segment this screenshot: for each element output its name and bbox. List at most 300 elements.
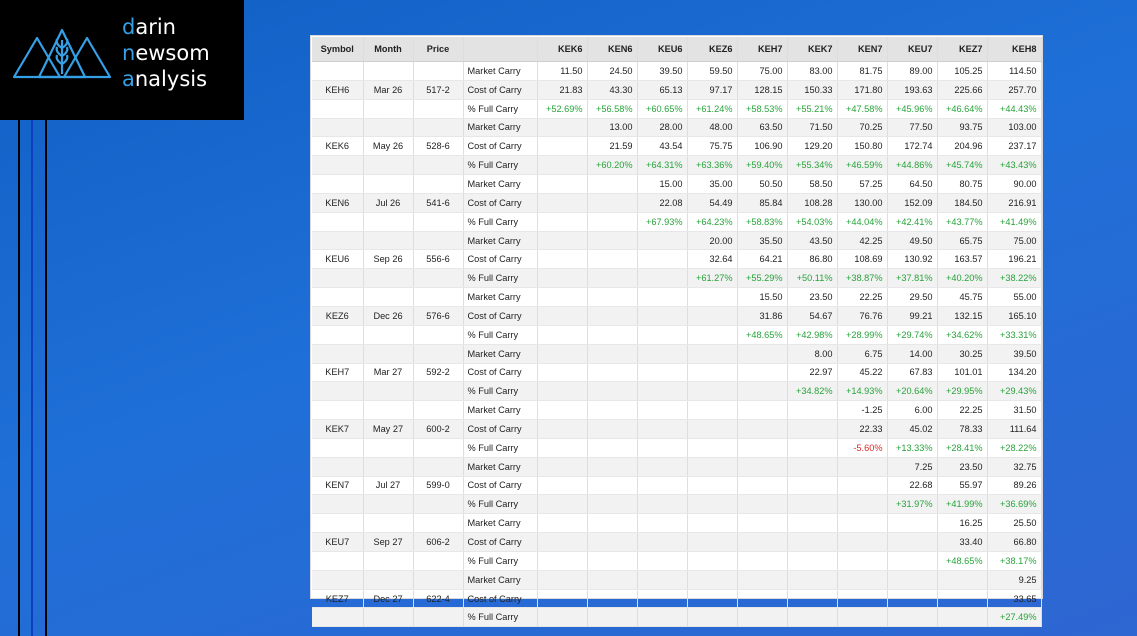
table-row — [312, 212, 1041, 231]
value-cell: 58.50 — [787, 175, 837, 194]
value-cell — [737, 420, 787, 439]
value-cell: 22.25 — [837, 288, 887, 307]
value-cell: 103.00 — [987, 118, 1041, 137]
month-cell: Mar 27 — [363, 363, 413, 382]
value-cell — [537, 193, 587, 212]
value-cell: 39.50 — [637, 62, 687, 81]
value-cell — [887, 570, 937, 589]
value-cell: +36.69% — [987, 495, 1041, 514]
value-cell: 114.50 — [987, 62, 1041, 81]
price-cell — [413, 99, 463, 118]
table-row — [312, 306, 1041, 325]
value-cell: +55.21% — [787, 99, 837, 118]
table-row — [312, 420, 1041, 439]
carry-type-cell: Cost of Carry — [463, 306, 537, 325]
month-cell — [363, 118, 413, 137]
carry-type-cell: Cost of Carry — [463, 533, 537, 552]
value-cell — [537, 476, 587, 495]
price-cell: 517-2 — [413, 80, 463, 99]
value-cell: 97.17 — [687, 80, 737, 99]
value-cell: +45.96% — [887, 99, 937, 118]
value-cell: 89.26 — [987, 476, 1041, 495]
carry-type-cell: % Full Carry — [463, 438, 537, 457]
value-cell: 35.50 — [737, 231, 787, 250]
symbol-cell — [312, 325, 363, 344]
value-cell — [787, 608, 837, 627]
carry-table-panel — [311, 36, 1042, 623]
value-cell: 225.66 — [937, 80, 987, 99]
value-cell — [587, 401, 637, 420]
month-cell — [363, 99, 413, 118]
price-cell — [413, 382, 463, 401]
value-cell: 129.20 — [787, 137, 837, 156]
value-cell: 111.64 — [987, 420, 1041, 439]
header-contract: KEH8 — [987, 37, 1041, 62]
price-cell — [413, 495, 463, 514]
value-cell: 7.25 — [887, 457, 937, 476]
value-cell — [537, 288, 587, 307]
month-cell — [363, 495, 413, 514]
carry-type-cell: Market Carry — [463, 514, 537, 533]
table-row — [312, 118, 1041, 137]
header-contract: KEU6 — [637, 37, 687, 62]
carry-type-cell: % Full Carry — [463, 269, 537, 288]
value-cell: 216.91 — [987, 193, 1041, 212]
value-cell: +55.29% — [737, 269, 787, 288]
table-row — [312, 99, 1041, 118]
month-cell — [363, 156, 413, 175]
carry-type-cell: Market Carry — [463, 62, 537, 81]
value-cell — [537, 118, 587, 137]
value-cell — [587, 476, 637, 495]
value-cell — [787, 401, 837, 420]
header-contract: KEK6 — [537, 37, 587, 62]
value-cell: 105.25 — [937, 62, 987, 81]
value-cell — [937, 570, 987, 589]
symbol-cell: KEU7 — [312, 533, 363, 552]
value-cell: 6.75 — [837, 344, 887, 363]
value-cell: +60.65% — [637, 99, 687, 118]
value-cell — [737, 608, 787, 627]
brand-wordmark: darin newsom analysis — [122, 15, 210, 91]
table-row — [312, 250, 1041, 269]
month-cell: Dec 27 — [363, 589, 413, 608]
value-cell: +64.23% — [687, 212, 737, 231]
value-cell — [637, 306, 687, 325]
value-cell: +44.43% — [987, 99, 1041, 118]
value-cell: +33.31% — [987, 325, 1041, 344]
value-cell — [887, 533, 937, 552]
table-row — [312, 363, 1041, 382]
value-cell: +63.36% — [687, 156, 737, 175]
value-cell — [887, 551, 937, 570]
value-cell — [637, 476, 687, 495]
value-cell: 22.08 — [637, 193, 687, 212]
value-cell — [787, 551, 837, 570]
header-contract: KEN7 — [837, 37, 887, 62]
value-cell: 237.17 — [987, 137, 1041, 156]
carry-type-cell: % Full Carry — [463, 608, 537, 627]
value-cell: -1.25 — [837, 401, 887, 420]
table-row — [312, 175, 1041, 194]
value-cell — [537, 495, 587, 514]
value-cell — [687, 325, 737, 344]
month-cell — [363, 62, 413, 81]
value-cell: +40.20% — [937, 269, 987, 288]
value-cell: +55.34% — [787, 156, 837, 175]
symbol-cell — [312, 288, 363, 307]
price-cell — [413, 514, 463, 533]
header-contract: KEZ7 — [937, 37, 987, 62]
header-price: Price — [413, 37, 463, 62]
value-cell — [637, 344, 687, 363]
value-cell: 132.15 — [937, 306, 987, 325]
price-cell: 606-2 — [413, 533, 463, 552]
value-cell: 204.96 — [937, 137, 987, 156]
value-cell: 152.09 — [887, 193, 937, 212]
value-cell — [587, 420, 637, 439]
month-cell: May 27 — [363, 420, 413, 439]
table-row — [312, 457, 1041, 476]
value-cell: 106.90 — [737, 137, 787, 156]
value-cell — [937, 608, 987, 627]
value-cell — [737, 382, 787, 401]
value-cell: 90.00 — [987, 175, 1041, 194]
value-cell — [537, 401, 587, 420]
value-cell — [537, 212, 587, 231]
carry-type-cell: Market Carry — [463, 288, 537, 307]
value-cell — [537, 231, 587, 250]
header-contract: KEN6 — [587, 37, 637, 62]
value-cell — [587, 175, 637, 194]
value-cell — [537, 269, 587, 288]
value-cell: 130.92 — [887, 250, 937, 269]
table-row — [312, 476, 1041, 495]
header-contract: KEK7 — [787, 37, 837, 62]
value-cell — [537, 137, 587, 156]
value-cell — [837, 570, 887, 589]
value-cell — [687, 514, 737, 533]
value-cell: 150.80 — [837, 137, 887, 156]
carry-type-cell: Market Carry — [463, 231, 537, 250]
value-cell — [637, 363, 687, 382]
decorative-line — [18, 120, 20, 636]
value-cell — [587, 533, 637, 552]
value-cell — [737, 476, 787, 495]
value-cell: +61.27% — [687, 269, 737, 288]
value-cell — [737, 514, 787, 533]
value-cell: 50.50 — [737, 175, 787, 194]
value-cell: 172.74 — [887, 137, 937, 156]
value-cell: 24.50 — [587, 62, 637, 81]
month-cell: Jul 27 — [363, 476, 413, 495]
value-cell: +46.64% — [937, 99, 987, 118]
value-cell: +29.74% — [887, 325, 937, 344]
month-cell: May 26 — [363, 137, 413, 156]
value-cell: 16.25 — [937, 514, 987, 533]
value-cell: +28.41% — [937, 438, 987, 457]
value-cell — [537, 438, 587, 457]
symbol-cell — [312, 401, 363, 420]
brand-logo — [0, 0, 244, 120]
price-cell — [413, 325, 463, 344]
value-cell — [587, 382, 637, 401]
value-cell: 85.84 — [737, 193, 787, 212]
price-cell — [413, 457, 463, 476]
month-cell — [363, 570, 413, 589]
decorative-line — [31, 120, 33, 636]
value-cell — [537, 514, 587, 533]
value-cell — [687, 457, 737, 476]
value-cell: +20.64% — [887, 382, 937, 401]
price-cell — [413, 438, 463, 457]
value-cell: 57.25 — [837, 175, 887, 194]
header-contract: KEU7 — [887, 37, 937, 62]
value-cell: 83.00 — [787, 62, 837, 81]
value-cell: 64.50 — [887, 175, 937, 194]
value-cell — [837, 514, 887, 533]
value-cell: 64.21 — [737, 250, 787, 269]
value-cell: +61.24% — [687, 99, 737, 118]
table-row — [312, 382, 1041, 401]
price-cell — [413, 344, 463, 363]
value-cell: 29.50 — [887, 288, 937, 307]
value-cell — [537, 608, 587, 627]
mountain-wheat-logo-icon — [12, 26, 112, 80]
value-cell: +44.04% — [837, 212, 887, 231]
value-cell — [537, 589, 587, 608]
price-cell — [413, 175, 463, 194]
value-cell — [537, 250, 587, 269]
carry-type-cell: Cost of Carry — [463, 420, 537, 439]
symbol-cell — [312, 551, 363, 570]
value-cell — [587, 288, 637, 307]
value-cell: 108.69 — [837, 250, 887, 269]
table-row — [312, 608, 1041, 627]
value-cell — [737, 344, 787, 363]
carry-type-cell: % Full Carry — [463, 212, 537, 231]
value-cell — [687, 495, 737, 514]
value-cell — [737, 457, 787, 476]
value-cell: 78.33 — [937, 420, 987, 439]
value-cell: 71.50 — [787, 118, 837, 137]
value-cell — [587, 495, 637, 514]
value-cell — [787, 514, 837, 533]
header-contract: KEZ6 — [687, 37, 737, 62]
value-cell — [587, 325, 637, 344]
value-cell — [687, 551, 737, 570]
value-cell: 22.97 — [787, 363, 837, 382]
symbol-cell — [312, 175, 363, 194]
value-cell — [687, 363, 737, 382]
value-cell: +34.82% — [787, 382, 837, 401]
value-cell: +37.81% — [887, 269, 937, 288]
value-cell: +59.40% — [737, 156, 787, 175]
value-cell — [637, 288, 687, 307]
symbol-cell: KEH6 — [312, 80, 363, 99]
value-cell — [587, 589, 637, 608]
price-cell — [413, 401, 463, 420]
value-cell — [637, 570, 687, 589]
value-cell: 13.00 — [587, 118, 637, 137]
value-cell: +52.69% — [537, 99, 587, 118]
value-cell: +67.93% — [637, 212, 687, 231]
value-cell: 59.50 — [687, 62, 737, 81]
value-cell — [537, 457, 587, 476]
price-cell — [413, 156, 463, 175]
value-cell — [537, 382, 587, 401]
symbol-cell: KEU6 — [312, 250, 363, 269]
value-cell: 22.33 — [837, 420, 887, 439]
value-cell: +38.22% — [987, 269, 1041, 288]
month-cell — [363, 175, 413, 194]
table-row — [312, 325, 1041, 344]
month-cell: Dec 26 — [363, 306, 413, 325]
value-cell — [537, 570, 587, 589]
value-cell: 75.00 — [737, 62, 787, 81]
value-cell: 65.75 — [937, 231, 987, 250]
header-month: Month — [363, 37, 413, 62]
value-cell: 8.00 — [787, 344, 837, 363]
value-cell: +41.99% — [937, 495, 987, 514]
value-cell: 196.21 — [987, 250, 1041, 269]
symbol-cell — [312, 118, 363, 137]
value-cell — [587, 363, 637, 382]
month-cell — [363, 401, 413, 420]
header-symbol: Symbol — [312, 37, 363, 62]
value-cell: 70.25 — [837, 118, 887, 137]
value-cell — [887, 514, 937, 533]
value-cell — [837, 533, 887, 552]
value-cell: +43.77% — [937, 212, 987, 231]
symbol-cell: KEK7 — [312, 420, 363, 439]
value-cell: 86.80 — [787, 250, 837, 269]
value-cell — [737, 438, 787, 457]
value-cell: 21.59 — [587, 137, 637, 156]
value-cell — [637, 325, 687, 344]
month-cell: Jul 26 — [363, 193, 413, 212]
value-cell: 25.50 — [987, 514, 1041, 533]
price-cell — [413, 551, 463, 570]
value-cell: 33.65 — [987, 589, 1041, 608]
carry-type-cell: % Full Carry — [463, 382, 537, 401]
month-cell — [363, 551, 413, 570]
carry-type-cell: % Full Carry — [463, 156, 537, 175]
table-row — [312, 495, 1041, 514]
value-cell — [737, 533, 787, 552]
symbol-cell — [312, 382, 363, 401]
symbol-cell — [312, 570, 363, 589]
value-cell: 30.25 — [937, 344, 987, 363]
value-cell — [637, 269, 687, 288]
symbol-cell: KEZ7 — [312, 589, 363, 608]
value-cell — [687, 344, 737, 363]
value-cell — [537, 156, 587, 175]
table-body — [312, 62, 1041, 627]
value-cell: 99.21 — [887, 306, 937, 325]
value-cell: 101.01 — [937, 363, 987, 382]
value-cell: 165.10 — [987, 306, 1041, 325]
value-cell: 163.57 — [937, 250, 987, 269]
symbol-cell — [312, 514, 363, 533]
value-cell — [537, 551, 587, 570]
value-cell — [587, 344, 637, 363]
table-row — [312, 137, 1041, 156]
value-cell — [837, 551, 887, 570]
value-cell: +45.74% — [937, 156, 987, 175]
table-header-row — [312, 37, 1041, 62]
value-cell — [687, 589, 737, 608]
value-cell — [587, 551, 637, 570]
value-cell — [587, 438, 637, 457]
table-row — [312, 62, 1041, 81]
price-cell — [413, 608, 463, 627]
value-cell — [837, 495, 887, 514]
value-cell: 75.00 — [987, 231, 1041, 250]
value-cell: 76.76 — [837, 306, 887, 325]
value-cell: +42.98% — [787, 325, 837, 344]
carry-type-cell: Market Carry — [463, 570, 537, 589]
price-cell: 541-6 — [413, 193, 463, 212]
value-cell — [587, 570, 637, 589]
value-cell — [587, 457, 637, 476]
decorative-line — [45, 120, 47, 636]
value-cell: 9.25 — [987, 570, 1041, 589]
price-cell: 599-0 — [413, 476, 463, 495]
month-cell — [363, 608, 413, 627]
table-row — [312, 401, 1041, 420]
price-cell — [413, 288, 463, 307]
month-cell — [363, 457, 413, 476]
value-cell — [537, 420, 587, 439]
value-cell — [687, 306, 737, 325]
carry-type-cell: % Full Carry — [463, 551, 537, 570]
value-cell: 66.80 — [987, 533, 1041, 552]
symbol-cell — [312, 495, 363, 514]
carry-type-cell: Cost of Carry — [463, 589, 537, 608]
value-cell — [687, 420, 737, 439]
table-row — [312, 156, 1041, 175]
value-cell — [937, 589, 987, 608]
value-cell — [637, 495, 687, 514]
value-cell: +31.97% — [887, 495, 937, 514]
value-cell — [737, 363, 787, 382]
value-cell — [587, 250, 637, 269]
value-cell: +64.31% — [637, 156, 687, 175]
value-cell: +54.03% — [787, 212, 837, 231]
value-cell: 31.86 — [737, 306, 787, 325]
header-contract: KEH7 — [737, 37, 787, 62]
value-cell: 23.50 — [787, 288, 837, 307]
month-cell: Sep 27 — [363, 533, 413, 552]
value-cell: 43.50 — [787, 231, 837, 250]
value-cell — [537, 344, 587, 363]
value-cell — [637, 438, 687, 457]
value-cell: 15.50 — [737, 288, 787, 307]
value-cell — [537, 325, 587, 344]
value-cell — [587, 193, 637, 212]
carry-type-cell: % Full Carry — [463, 325, 537, 344]
value-cell: 75.75 — [687, 137, 737, 156]
value-cell: 35.00 — [687, 175, 737, 194]
value-cell — [687, 288, 737, 307]
value-cell — [587, 269, 637, 288]
carry-type-cell: Cost of Carry — [463, 137, 537, 156]
symbol-cell — [312, 457, 363, 476]
value-cell — [537, 533, 587, 552]
symbol-cell — [312, 269, 363, 288]
table-row — [312, 231, 1041, 250]
